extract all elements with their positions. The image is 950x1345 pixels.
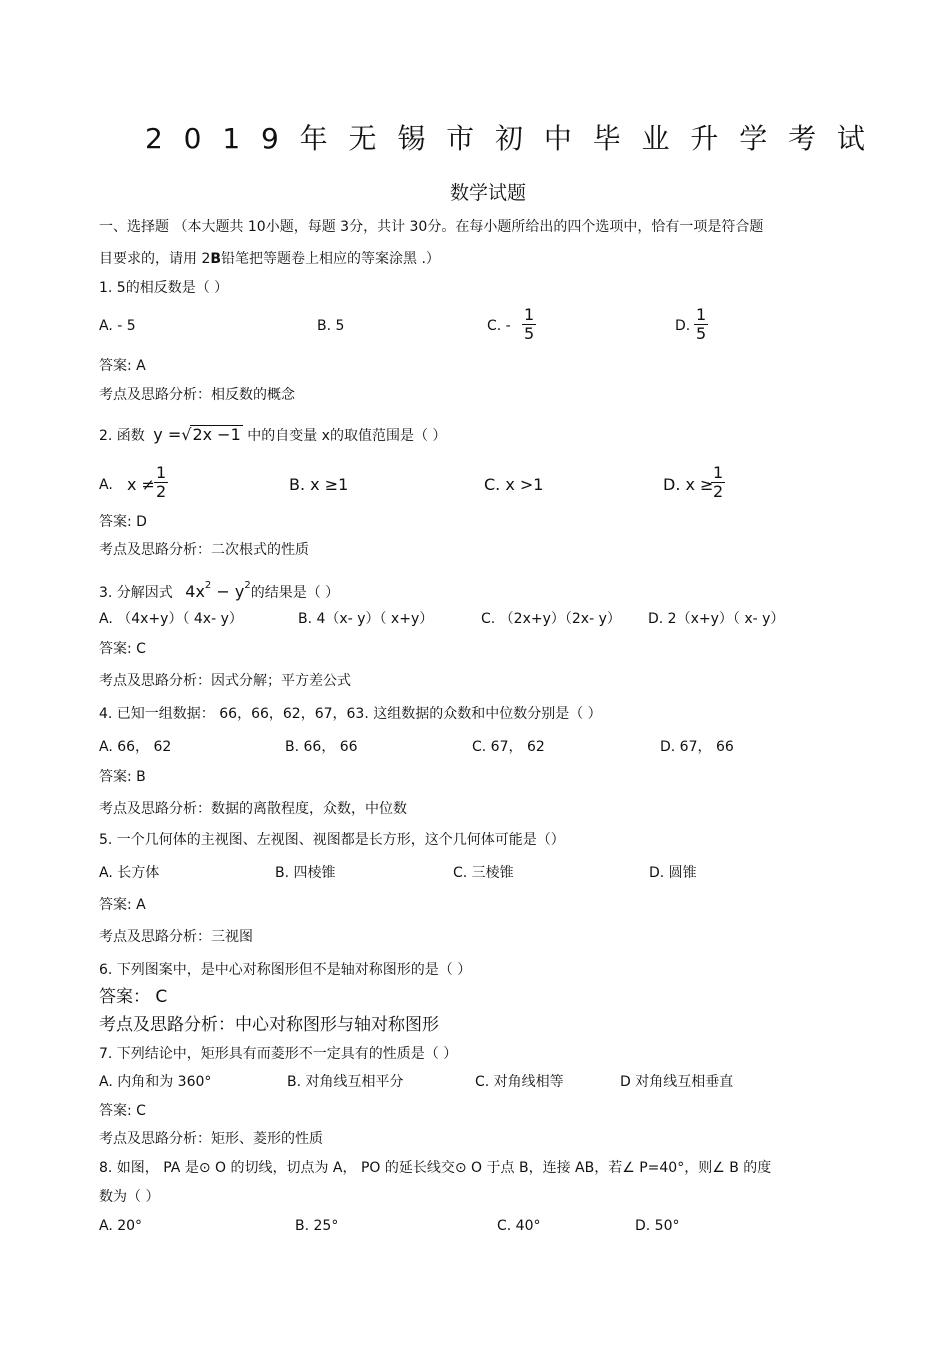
q3-formula-term1: 4x — [185, 582, 205, 601]
q7-option-c: C. 对角线相等 — [475, 1074, 564, 1090]
title-char: 锡 — [397, 122, 426, 155]
q3-option-d: D. 2（x+y）（ x- y） — [648, 611, 785, 627]
title-char: 2 — [145, 122, 163, 155]
q6-answer: 答案： C — [99, 987, 168, 1007]
q7-option-a: A. 内角和为 360° — [99, 1074, 212, 1090]
q2-option-d-expr: D. x ≥ — [663, 475, 714, 494]
exam-title — [145, 122, 865, 156]
title-char: 试 — [836, 122, 865, 155]
q2-option-a-fraction — [154, 464, 168, 501]
fraction-numerator: 1 — [524, 305, 535, 324]
q1-option-d-fraction — [694, 306, 708, 343]
q5-option-a: A. 长方体 — [99, 865, 160, 881]
q3-formula-exp1: 2 — [204, 580, 212, 591]
fraction-numerator: 1 — [713, 463, 724, 482]
fraction-denominator: 2 — [713, 482, 724, 501]
q3-stem — [99, 577, 339, 602]
q3-formula-term2: − y — [211, 582, 245, 601]
fraction-denominator: 5 — [696, 324, 707, 343]
title-char: 中 — [543, 122, 572, 155]
q4-option-a: A. 66， 62 — [99, 739, 172, 755]
sqrt-icon: √ — [181, 425, 192, 444]
q7-analysis: 考点及思路分析：矩形、菱形的性质 — [99, 1131, 323, 1147]
title-char: 年 — [299, 122, 328, 155]
q8-option-b: B. 25° — [295, 1218, 339, 1234]
q2-formula-radicand: 2x −1 — [192, 425, 241, 444]
q6-analysis: 考点及思路分析：中心对称图形与轴对称图形 — [99, 1015, 439, 1035]
title-char: 初 — [495, 122, 524, 155]
q1-option-c: C. - — [487, 318, 511, 334]
q2-option-a-label: A. — [99, 477, 113, 493]
q1-option-d: D. — [675, 318, 691, 334]
q3-stem-b: 的结果是（ ） — [250, 585, 340, 601]
title-char: 业 — [641, 122, 670, 155]
q2-formula-y: y = — [153, 425, 182, 444]
q2-stem — [99, 425, 446, 445]
fraction-denominator: 5 — [524, 324, 535, 343]
q3-formula — [185, 582, 250, 601]
q8-stem-line1: 8. 如图， PA 是⊙ O 的切线，切点为 A， PO 的延长线交⊙ O 于点 B，连接 AB，若∠ P=40°，则∠ B 的度 — [99, 1160, 772, 1176]
q4-option-d: D. 67， 66 — [660, 739, 734, 755]
q3-stem-a: 3. 分解因式 — [99, 585, 173, 601]
q1-stem: 1. 5的相反数是（ ） — [99, 280, 229, 296]
fraction-numerator: 1 — [156, 463, 167, 482]
q5-analysis: 考点及思路分析：三视图 — [99, 929, 253, 945]
q4-stem: 4. 已知一组数据： 66，66，62，67，63. 这组数据的众数和中位数分别是（ ） — [99, 706, 602, 722]
title-char: 0 — [183, 122, 202, 155]
q1-option-b: B. 5 — [317, 318, 345, 334]
q7-option-b: B. 对角线互相平分 — [287, 1074, 404, 1090]
q4-analysis: 考点及思路分析：数据的离散程度，众数，中位数 — [99, 801, 407, 817]
title-char: 无 — [348, 122, 377, 155]
q3-answer: 答案: C — [99, 641, 146, 657]
q5-answer: 答案: A — [99, 897, 146, 913]
q5-option-d: D. 圆锥 — [649, 865, 697, 881]
title-char: 9 — [260, 122, 279, 155]
q7-stem: 7. 下列结论中，矩形具有而菱形不一定具有的性质是（ ） — [99, 1046, 458, 1062]
q2-option-d-fraction — [711, 464, 725, 501]
q2-option-a-expr: x ≠ — [127, 475, 155, 494]
q5-option-b: B. 四棱锥 — [275, 865, 336, 881]
q7-answer: 答案: C — [99, 1103, 146, 1119]
section-intro-line2 — [99, 250, 440, 268]
intro-text-bold: B — [210, 251, 222, 267]
q6-stem: 6. 下列图案中，是中心对称图形但不是轴对称图形的是（ ） — [99, 962, 472, 978]
intro-text: 目要求的，请用 2 — [99, 251, 211, 267]
q8-option-c: C. 40° — [497, 1218, 541, 1234]
q3-option-a: A. （4x+y）（ 4x- y） — [99, 611, 243, 627]
q3-analysis: 考点及思路分析：因式分解；平方差公式 — [99, 673, 351, 689]
title-char: 市 — [446, 122, 475, 155]
q8-option-a: A. 20° — [99, 1218, 143, 1234]
q4-answer: 答案: B — [99, 769, 146, 785]
q3-option-c: C. （2x+y）（2x- y） — [481, 611, 621, 627]
q1-answer: 答案: A — [99, 358, 146, 374]
q2-analysis: 考点及思路分析：二次根式的性质 — [99, 542, 309, 558]
q2-stem-a: 2. 函数 — [99, 428, 145, 444]
title-char: 学 — [739, 122, 768, 155]
title-char: 升 — [690, 122, 719, 155]
q1-option-c-fraction — [522, 306, 536, 343]
q4-option-b: B. 66， 66 — [285, 739, 358, 755]
q1-option-a: A. - 5 — [99, 318, 136, 334]
q5-stem: 5. 一个几何体的主视图、左视图、视图都是长方形，这个几何体可能是（） — [99, 832, 565, 848]
title-char: 1 — [222, 122, 241, 155]
q2-option-c: C. x >1 — [484, 475, 544, 494]
q4-option-c: C. 67， 62 — [472, 739, 545, 755]
q1-analysis: 考点及思路分析：相反数的概念 — [99, 387, 295, 403]
subtitle: 数学试题 — [450, 182, 527, 204]
title-char: 毕 — [592, 122, 621, 155]
q3-option-b: B. 4（x- y）（ x+y） — [298, 611, 434, 627]
q7-option-d: D 对角线互相垂直 — [620, 1074, 734, 1090]
q8-option-d: D. 50° — [635, 1218, 680, 1234]
q2-option-b: B. x ≥1 — [289, 475, 349, 494]
intro-text: 铅笔把等题卷上相应的等案涂黑 .） — [221, 251, 440, 267]
q2-answer: 答案: D — [99, 514, 147, 530]
q8-stem-line2: 数为（ ） — [99, 1189, 160, 1205]
q3-formula-exp2: 2 — [244, 580, 251, 591]
fraction-numerator: 1 — [696, 305, 707, 324]
fraction-denominator: 2 — [156, 482, 167, 501]
q2-stem-b: 中的自变量 x的取值范围是（ ） — [247, 428, 447, 444]
title-char: 考 — [788, 122, 817, 155]
q5-option-c: C. 三棱锥 — [453, 865, 514, 881]
section-intro-line1: 一、选择题 （本大题共 10小题，每题 3分，共计 30分。在每小题所给出的四个选项中，恰有一项是符合题 — [99, 219, 764, 235]
